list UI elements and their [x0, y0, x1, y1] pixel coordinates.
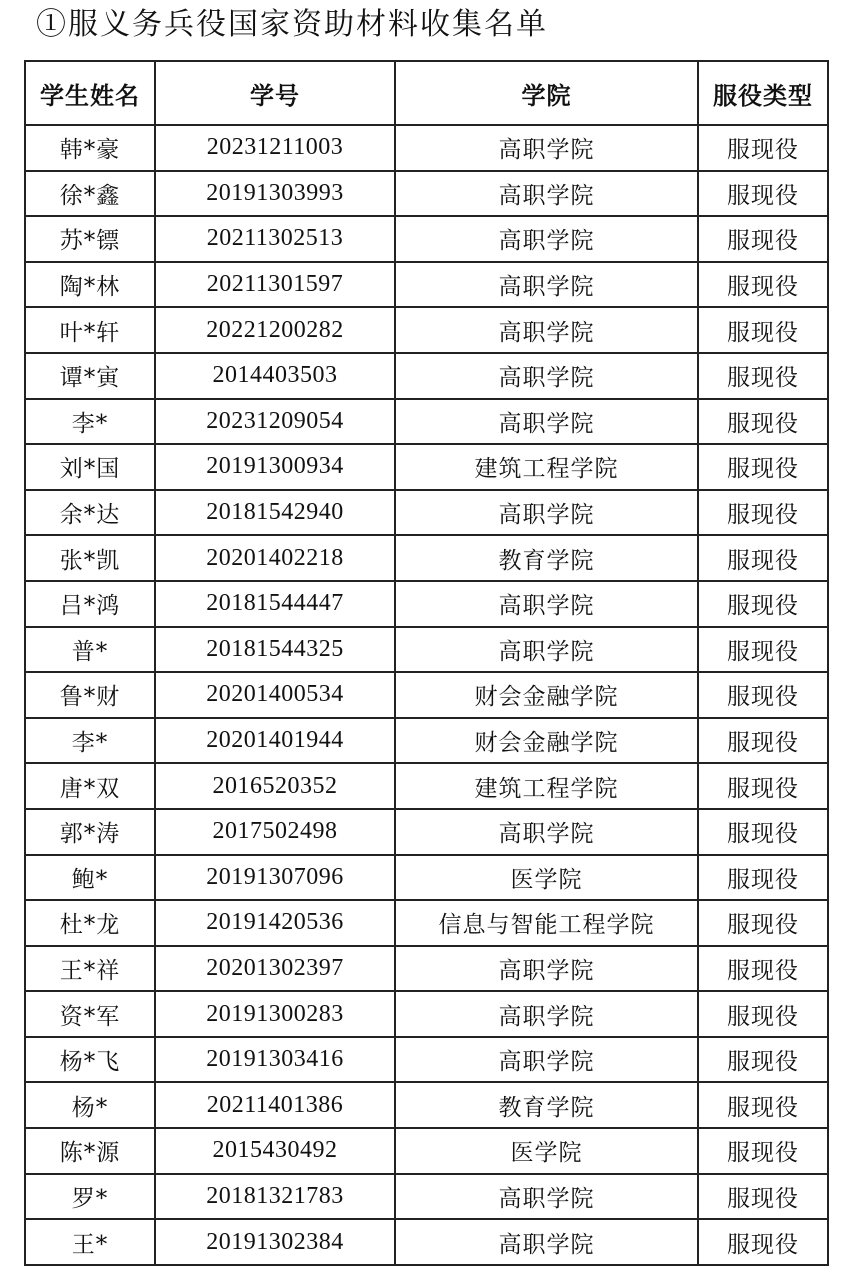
service-type-cell: 服现役: [698, 1128, 828, 1174]
college-cell: 医学院: [395, 855, 698, 901]
table-row: [25, 353, 828, 399]
service-type-cell: 服现役: [698, 1082, 828, 1128]
student-id-cell: 2014403503: [155, 353, 395, 399]
college-cell: 高职学院: [395, 399, 698, 445]
college-cell: 高职学院: [395, 125, 698, 171]
student-id-cell: 20181321783: [155, 1174, 395, 1220]
student-name-cell: 鲁*财: [25, 672, 155, 718]
student-id-cell: 20181544447: [155, 581, 395, 627]
student-roster-table: [24, 60, 829, 1266]
table-row: [25, 262, 828, 308]
table-header: [25, 61, 828, 125]
column-header-student-id: 学号: [155, 61, 395, 125]
student-id-cell: 20191303993: [155, 171, 395, 217]
student-name-cell: 徐*鑫: [25, 171, 155, 217]
service-type-cell: 服现役: [698, 809, 828, 855]
student-id-cell: 2016520352: [155, 763, 395, 809]
student-id-cell: 20201302397: [155, 946, 395, 992]
student-name-cell: 陶*林: [25, 262, 155, 308]
table-row: [25, 1037, 828, 1083]
college-cell: 高职学院: [395, 171, 698, 217]
student-name-cell: 叶*轩: [25, 307, 155, 353]
college-cell: 医学院: [395, 1128, 698, 1174]
table-row: [25, 1219, 828, 1265]
college-cell: 高职学院: [395, 1219, 698, 1265]
column-header-student-name: 学生姓名: [25, 61, 155, 125]
service-type-cell: 服现役: [698, 900, 828, 946]
service-type-cell: 服现役: [698, 353, 828, 399]
table-row: [25, 809, 828, 855]
service-type-cell: 服现役: [698, 262, 828, 308]
college-cell: 高职学院: [395, 581, 698, 627]
student-id-cell: 20211401386: [155, 1082, 395, 1128]
table-row: [25, 125, 828, 171]
table-row: [25, 535, 828, 581]
table-body: [25, 125, 828, 1265]
student-id-cell: 20191302384: [155, 1219, 395, 1265]
student-name-cell: 王*: [25, 1219, 155, 1265]
table-row: [25, 900, 828, 946]
student-name-cell: 杨*: [25, 1082, 155, 1128]
college-cell: 高职学院: [395, 216, 698, 262]
table-row: [25, 991, 828, 1037]
service-type-cell: 服现役: [698, 490, 828, 536]
table-row: [25, 1174, 828, 1220]
service-type-cell: 服现役: [698, 125, 828, 171]
student-id-cell: 20191303416: [155, 1037, 395, 1083]
student-name-cell: 资*军: [25, 991, 155, 1037]
table-row: [25, 763, 828, 809]
college-cell: 高职学院: [395, 353, 698, 399]
college-cell: 高职学院: [395, 946, 698, 992]
service-type-cell: 服现役: [698, 991, 828, 1037]
student-id-cell: 20201402218: [155, 535, 395, 581]
service-type-cell: 服现役: [698, 1037, 828, 1083]
student-name-cell: 郭*涛: [25, 809, 155, 855]
student-id-cell: 20181542940: [155, 490, 395, 536]
college-cell: 高职学院: [395, 991, 698, 1037]
student-id-cell: 2017502498: [155, 809, 395, 855]
college-cell: 教育学院: [395, 1082, 698, 1128]
service-type-cell: 服现役: [698, 581, 828, 627]
student-id-cell: 20221200282: [155, 307, 395, 353]
college-cell: 建筑工程学院: [395, 444, 698, 490]
student-name-cell: 张*凯: [25, 535, 155, 581]
column-header-college: 学院: [395, 61, 698, 125]
table-row: [25, 627, 828, 673]
student-id-cell: 20191420536: [155, 900, 395, 946]
student-id-cell: 20201401944: [155, 718, 395, 764]
student-id-cell: 20201400534: [155, 672, 395, 718]
college-cell: 高职学院: [395, 307, 698, 353]
service-type-cell: 服现役: [698, 216, 828, 262]
column-header-service-type: 服役类型: [698, 61, 828, 125]
service-type-cell: 服现役: [698, 718, 828, 764]
service-type-cell: 服现役: [698, 1219, 828, 1265]
student-id-cell: 20231209054: [155, 399, 395, 445]
student-name-cell: 李*: [25, 718, 155, 764]
table-row: [25, 855, 828, 901]
student-id-cell: 20231211003: [155, 125, 395, 171]
table-row: [25, 672, 828, 718]
table-row: [25, 307, 828, 353]
college-cell: 高职学院: [395, 627, 698, 673]
service-type-cell: 服现役: [698, 672, 828, 718]
service-type-cell: 服现役: [698, 1174, 828, 1220]
college-cell: 高职学院: [395, 490, 698, 536]
college-cell: 高职学院: [395, 1037, 698, 1083]
student-name-cell: 普*: [25, 627, 155, 673]
student-id-cell: 2015430492: [155, 1128, 395, 1174]
student-name-cell: 吕*鸿: [25, 581, 155, 627]
student-name-cell: 李*: [25, 399, 155, 445]
student-id-cell: 20181544325: [155, 627, 395, 673]
service-type-cell: 服现役: [698, 307, 828, 353]
service-type-cell: 服现役: [698, 627, 828, 673]
student-name-cell: 唐*双: [25, 763, 155, 809]
table-row: [25, 1128, 828, 1174]
document-title: ①服义务兵役国家资助材料收集名单: [36, 7, 548, 42]
student-name-cell: 鲍*: [25, 855, 155, 901]
college-cell: 高职学院: [395, 809, 698, 855]
service-type-cell: 服现役: [698, 399, 828, 445]
student-id-cell: 20211302513: [155, 216, 395, 262]
student-name-cell: 陈*源: [25, 1128, 155, 1174]
table-row: [25, 718, 828, 764]
header-row: [25, 61, 828, 125]
student-name-cell: 刘*国: [25, 444, 155, 490]
service-type-cell: 服现役: [698, 763, 828, 809]
college-cell: 高职学院: [395, 262, 698, 308]
student-name-cell: 余*达: [25, 490, 155, 536]
student-name-cell: 罗*: [25, 1174, 155, 1220]
college-cell: 高职学院: [395, 1174, 698, 1220]
college-cell: 财会金融学院: [395, 718, 698, 764]
service-type-cell: 服现役: [698, 855, 828, 901]
service-type-cell: 服现役: [698, 946, 828, 992]
table-row: [25, 444, 828, 490]
student-id-cell: 20191300934: [155, 444, 395, 490]
college-cell: 教育学院: [395, 535, 698, 581]
student-name-cell: 谭*寅: [25, 353, 155, 399]
service-type-cell: 服现役: [698, 171, 828, 217]
college-cell: 财会金融学院: [395, 672, 698, 718]
student-name-cell: 王*祥: [25, 946, 155, 992]
student-id-cell: 20211301597: [155, 262, 395, 308]
table-row: [25, 1082, 828, 1128]
student-id-cell: 20191300283: [155, 991, 395, 1037]
student-name-cell: 苏*镖: [25, 216, 155, 262]
college-cell: 信息与智能工程学院: [395, 900, 698, 946]
student-name-cell: 杜*龙: [25, 900, 155, 946]
table-row: [25, 171, 828, 217]
student-name-cell: 杨*飞: [25, 1037, 155, 1083]
service-type-cell: 服现役: [698, 535, 828, 581]
service-type-cell: 服现役: [698, 444, 828, 490]
student-name-cell: 韩*豪: [25, 125, 155, 171]
table-row: [25, 399, 828, 445]
table-row: [25, 216, 828, 262]
student-id-cell: 20191307096: [155, 855, 395, 901]
table-row: [25, 946, 828, 992]
table-row: [25, 490, 828, 536]
table-row: [25, 581, 828, 627]
college-cell: 建筑工程学院: [395, 763, 698, 809]
